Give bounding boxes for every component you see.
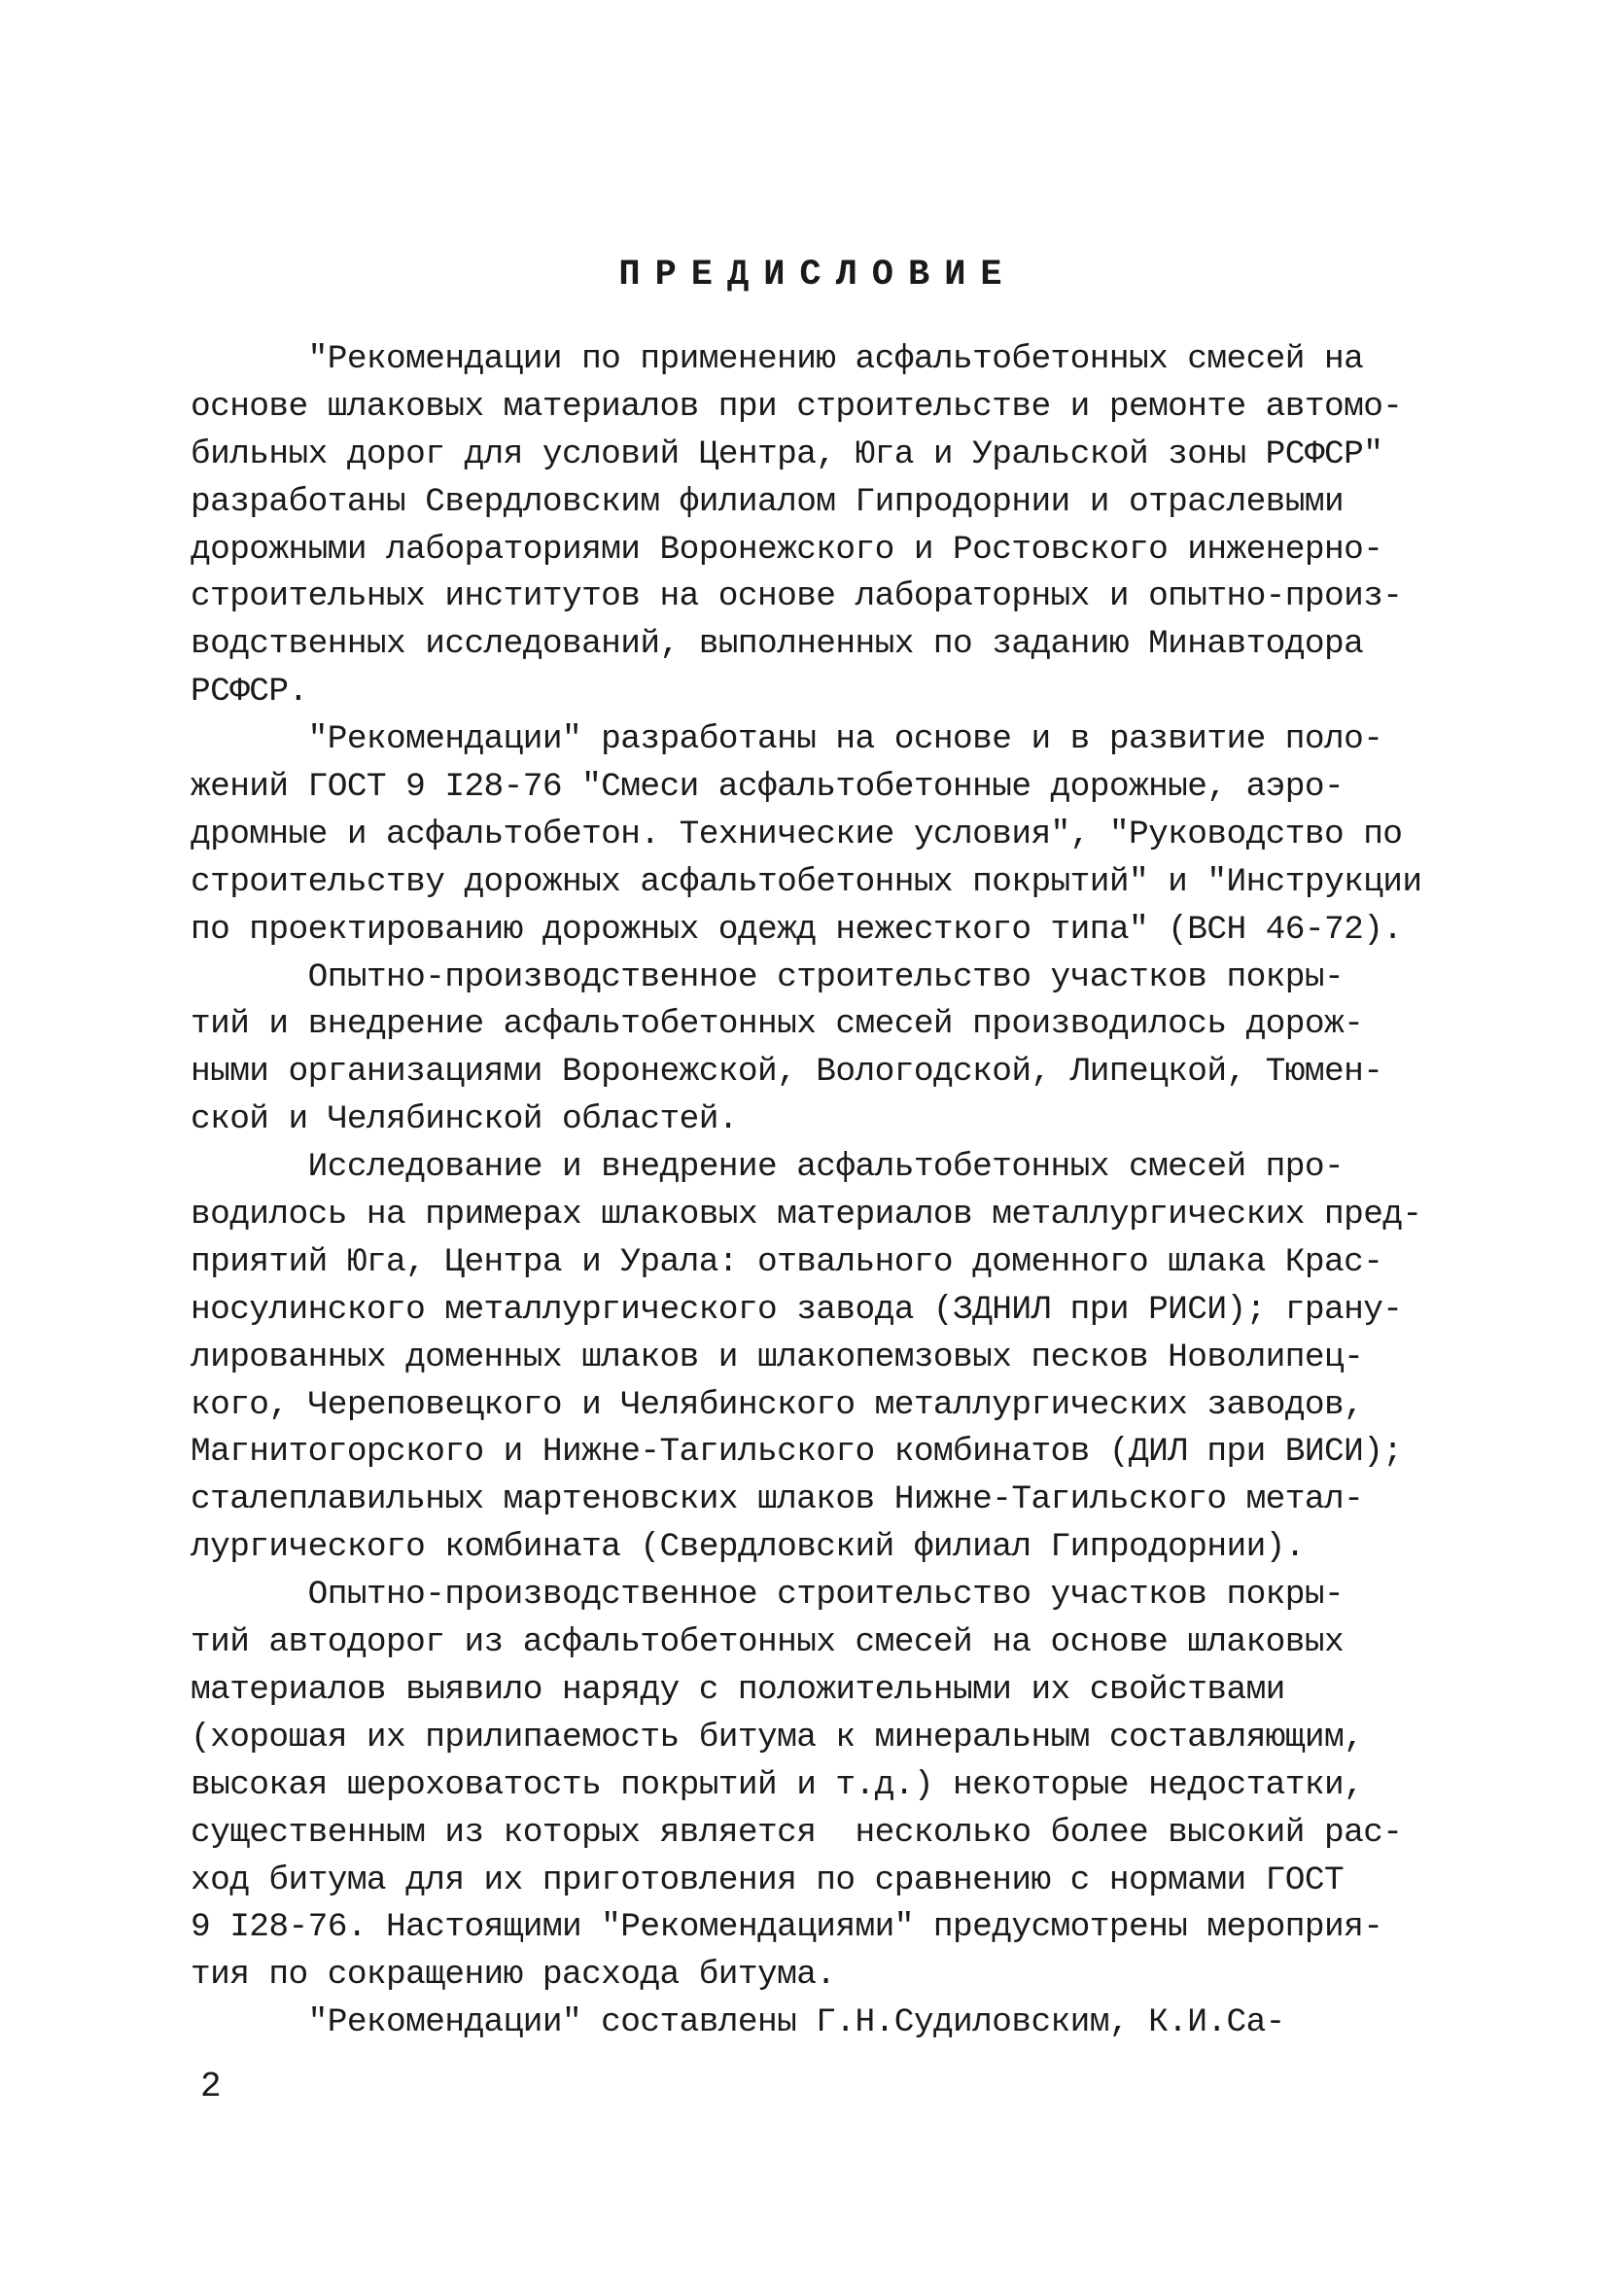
text-line: лированных доменных шлаков и шлакопемзовых песков Новолипец- xyxy=(191,1338,1364,1376)
text-line: тий автодорог из асфальтобетонных смесей на основе шлаковых xyxy=(191,1623,1345,1662)
text-line: тий и внедрение асфальтобетонных смесей производилось дорож- xyxy=(191,1005,1364,1044)
text-line: ными организациями Воронежской, Вологодской, Липецкой, Тюмен- xyxy=(191,1053,1383,1092)
text-line: разработаны Свердловским филиалом Гипродорнии и отраслевыми xyxy=(191,482,1345,521)
text-line: по проектированию дорожных одежд нежесткого типа" (ВСН 46-72). xyxy=(191,910,1403,949)
text-line: строительству дорожных асфальтобетонных покрытий" и "Инструкции xyxy=(191,862,1422,901)
text-line: "Рекомендации" составлены Г.Н.Судиловским, К.И.Са- xyxy=(191,2003,1285,2042)
text-line: водилось на примерах шлаковых материалов металлургических пред- xyxy=(191,1196,1422,1235)
text-line: основе шлаковых материалов при строительстве и ремонте автомо- xyxy=(191,387,1403,426)
text-line: РСФСР. xyxy=(191,673,308,712)
text-line: водственных исследований, выполненных по заданию Минавтодора xyxy=(191,625,1364,664)
text-line: ход битума для их приготовления по сравнению с нормами ГОСТ xyxy=(191,1861,1345,1899)
text-line: Опытно-производственное строительство участков покры- xyxy=(191,957,1345,996)
page-number: 2 xyxy=(200,2067,222,2106)
text-line: кого, Череповецкого и Челябинского металлургических заводов, xyxy=(191,1385,1364,1424)
text-line: дромные и асфальтобетон. Технические условия", "Руководство по xyxy=(191,815,1403,853)
text-line: жений ГОСТ 9 I28-76 "Смеси асфальтобетонные дорожные, аэро- xyxy=(191,768,1345,807)
body-text xyxy=(191,336,1454,2047)
text-line: "Рекомендации по применению асфальтобетонных смесей на xyxy=(191,340,1364,378)
text-line: 9 I28-76. Настоящими "Рекомендациями" предусмотрены мероприя- xyxy=(191,1908,1383,1947)
text-line: Опытно-производственное строительство участков покры- xyxy=(191,1576,1345,1615)
text-line: (хорошая их прилипаемость битума к минеральным составляющим, xyxy=(191,1718,1364,1757)
text-line: ской и Челябинской областей. xyxy=(191,1100,738,1139)
text-line: лургического комбината (Свердловский филиал Гипродорнии). xyxy=(191,1528,1305,1567)
text-line: строительных институтов на основе лабораторных и опытно-произ- xyxy=(191,577,1403,616)
text-line: бильных дорог для условий Центра, Юга и Уральской зоны РСФСР" xyxy=(191,435,1383,473)
text-line: "Рекомендации" разработаны на основе и в развитие поло- xyxy=(191,720,1383,759)
text-line: дорожными лабораториями Воронежского и Ростовского инженерно- xyxy=(191,530,1383,569)
text-line: Магнитогорского и Нижне-Тагильского комбинатов (ДИЛ при ВИСИ); xyxy=(191,1433,1403,1472)
text-line: Исследование и внедрение асфальтобетонных смесей про- xyxy=(191,1148,1345,1187)
text-line: материалов выявило наряду с положительными их свойствами xyxy=(191,1670,1285,1709)
page-title: ПРЕДИСЛОВИЕ xyxy=(618,255,1017,296)
text-line: существенным из которых является несколько более высокий рас- xyxy=(191,1813,1403,1852)
text-line: сталеплавильных мартеновских шлаков Нижне-Тагильского метал- xyxy=(191,1480,1364,1519)
text-line: носулинского металлургического завода (ЗДНИЛ при РИСИ); грану- xyxy=(191,1290,1403,1329)
text-line: тия по сокращению расхода битума. xyxy=(191,1956,836,1995)
text-line: приятий Юга, Центра и Урала: отвального доменного шлака Крас- xyxy=(191,1242,1383,1281)
text-line: высокая шероховатость покрытий и т.д.) некоторые недостатки, xyxy=(191,1765,1364,1804)
